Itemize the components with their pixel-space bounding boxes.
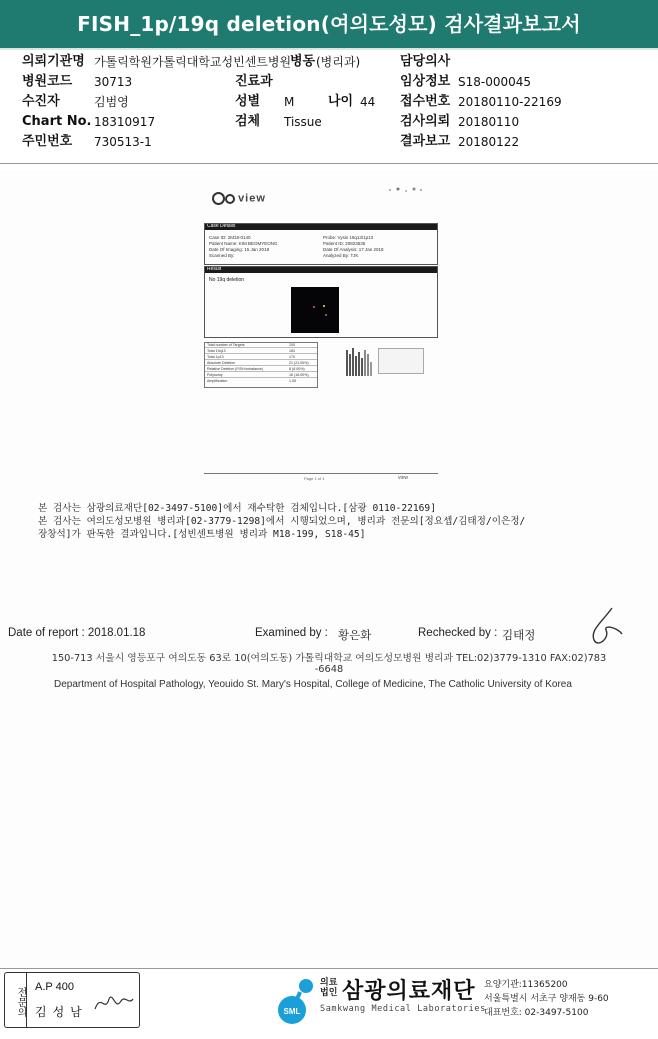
histogram-bar (352, 348, 354, 376)
ward-label: 병동 (290, 54, 316, 69)
samkwang-brand (316, 972, 486, 1022)
department-label: 진료과 (235, 74, 273, 89)
histogram-bar (361, 358, 363, 376)
receipt-value: 20180110-22169 (458, 95, 562, 109)
patient-label: 수진자 (22, 94, 60, 109)
examined-value: 황은화 (338, 630, 372, 642)
brand-english: Samkwang Medical Laboratories (320, 1004, 486, 1014)
rechecked-value: 김태정 (502, 630, 536, 642)
age-label: 나이 (328, 94, 354, 109)
case-field: Analyzed By: TJK (323, 253, 359, 258)
histogram-legend (378, 348, 424, 374)
hospital-code-value: 30713 (94, 75, 133, 89)
specialist-stamp (4, 972, 140, 1028)
embedded-fish-report (204, 182, 438, 492)
scan-footer-line (204, 473, 438, 474)
result-header: Result (204, 266, 438, 273)
address-line: 150-713 서울시 영등포구 여의도동 63로 10(여의도동) 가톨릭대학교 여의도성모병원 병리과 TEL:02)3779-1310 FAX:02)783 (51, 653, 607, 664)
page-label: Page 1 of 1 (304, 476, 325, 481)
info-row-4 (22, 112, 642, 132)
address-line-2: -6648 (314, 664, 344, 675)
fish-signal-dot (323, 305, 325, 307)
logo-circle-icon (212, 192, 225, 205)
note-line: 본 검사는 여의도성모병원 병리과[02-3779-1298]에서 시행되었으며, 병리과 전문의[정요셉/김태정/이은정/ (38, 516, 526, 527)
case-field: Probe: Vysis 19q13/1p13 (323, 235, 374, 240)
signoff-row (8, 627, 648, 645)
title-underline (0, 48, 658, 50)
histogram-bar (349, 354, 351, 376)
result-text: No 19q deletion (209, 277, 245, 283)
specimen-value: Tissue (284, 115, 322, 129)
case-details-header: Case Details (204, 223, 438, 230)
id-label: 주민번호 (22, 134, 73, 149)
sex-label: 성별 (235, 94, 261, 109)
id-value: 730513-1 (94, 135, 152, 149)
clinical-info-value: S18-000045 (458, 75, 532, 89)
case-field: Date Of Analysis: 17 Jan 2018 (323, 247, 384, 252)
report-date-value: 20180122 (458, 135, 520, 149)
table-row: Absolute Deletion 21 (21.00%) (205, 361, 317, 366)
receipt-label: 접수번호 (400, 94, 451, 109)
case-field: Case ID: 2M18-0140 (209, 235, 251, 240)
institution-label: 의뢰기관명 (22, 54, 85, 69)
stamp-name: 김성남 (35, 1005, 88, 1019)
rechecked-label: Rechecked by : (418, 627, 498, 639)
patient-info-panel (22, 52, 642, 152)
report-notes (38, 502, 638, 541)
stats-table (204, 342, 318, 388)
scan-specks-icon (386, 186, 426, 194)
brand-name: 삼광의료재단 (342, 979, 476, 1004)
request-label: 검사의뢰 (400, 114, 451, 129)
contact-line: 대표번호: 02-3497-5100 (484, 1008, 589, 1018)
age-value: 44 (360, 95, 376, 109)
fish-signal-dot (313, 306, 315, 308)
info-row-3 (22, 92, 642, 112)
small-bioview-logo: view (397, 475, 408, 481)
info-row-2 (22, 72, 642, 92)
contact-line: 요양기관:11365200 (484, 980, 568, 990)
chart-label: Chart No. (22, 114, 92, 129)
brand-contact (484, 978, 609, 1020)
signal-histogram (344, 346, 428, 376)
note-line: 본 검사는 삼광의료재단[02-3497-5100]에서 재수탁한 검체입니다.[삼광 0110-22169] (38, 503, 436, 514)
histogram-bar (355, 356, 357, 376)
request-value: 20180110 (458, 115, 520, 129)
header-divider (0, 163, 658, 164)
stamp-license: A.P 400 (35, 981, 74, 993)
report-date-label: 결과보고 (400, 134, 451, 149)
histogram-bar (370, 362, 372, 376)
hospital-code-label: 병원코드 (22, 74, 73, 89)
stamp-side-label: 전문의 (5, 973, 27, 1027)
table-row: Relative Deletion (FISH imbalance) 8 (8.00%) (205, 367, 317, 372)
table-row: Polysomy 16 (16.00%) (205, 373, 317, 378)
table-row: Total 1p13 170 (205, 355, 317, 360)
specimen-label: 검체 (235, 114, 261, 129)
examined-label: Examined by : (255, 627, 328, 639)
table-row: Total number of Targets 100 (205, 343, 317, 348)
table-row: Amplification 1.05 (207, 379, 296, 383)
histogram-bar (364, 350, 366, 376)
case-details-box (204, 223, 438, 265)
report-title: FISH_1p/19q deletion(여의도성모) 검사결과보고서 (0, 0, 658, 48)
sex-value: M (284, 95, 295, 109)
histogram-bar (358, 352, 360, 376)
signature-icon (582, 604, 628, 650)
result-box (204, 266, 438, 338)
brand-law-label: 의료 법인 (320, 978, 338, 998)
case-field: Scanned By: (209, 253, 235, 258)
ward-value: (병리과) (316, 55, 361, 69)
institution-value: 가톨릭학원가톨릭대학교성빈센트병원 (94, 55, 292, 69)
report-date: Date of report : 2018.01.18 (8, 627, 146, 639)
note-line: 장창석]가 판독한 결과입니다.[성빈센트병원 병리과 M18-199, S18-45] (38, 529, 366, 540)
logo-text: view (238, 192, 266, 205)
stamp-signature-icon (91, 991, 135, 1015)
sml-logo-icon (270, 974, 320, 1026)
sml-logo-text: SML (283, 1007, 301, 1016)
case-field: Patient ID: 20823535 (323, 241, 366, 246)
case-field: Date Of Imaging: 15 Jan 2018 (209, 247, 270, 252)
fish-signal-dot (325, 314, 327, 316)
patient-value: 김범영 (94, 95, 129, 109)
fish-cell-image (291, 287, 339, 333)
case-field: Patient Name: KIM BEOMYEONG (209, 241, 278, 246)
info-row-1 (22, 52, 642, 72)
department-line: Department of Hospital Pathology, Yeouido St. Mary's Hospital, College of Medicine, The Catholic University of Korea (54, 679, 572, 690)
bioview-logo (212, 192, 266, 205)
chart-value: 18310917 (94, 115, 156, 129)
logo-circle-icon (225, 194, 235, 204)
attending-label: 담당의사 (400, 54, 451, 69)
contact-line: 서울특별시 서초구 양재동 9-60 (484, 994, 609, 1004)
histogram-bar (346, 350, 348, 376)
footer-divider (0, 968, 658, 969)
clinical-info-label: 임상정보 (400, 74, 451, 89)
table-row: Total 19q13 183 (205, 349, 317, 354)
histogram-bar (367, 354, 369, 376)
info-row-5 (22, 132, 642, 152)
